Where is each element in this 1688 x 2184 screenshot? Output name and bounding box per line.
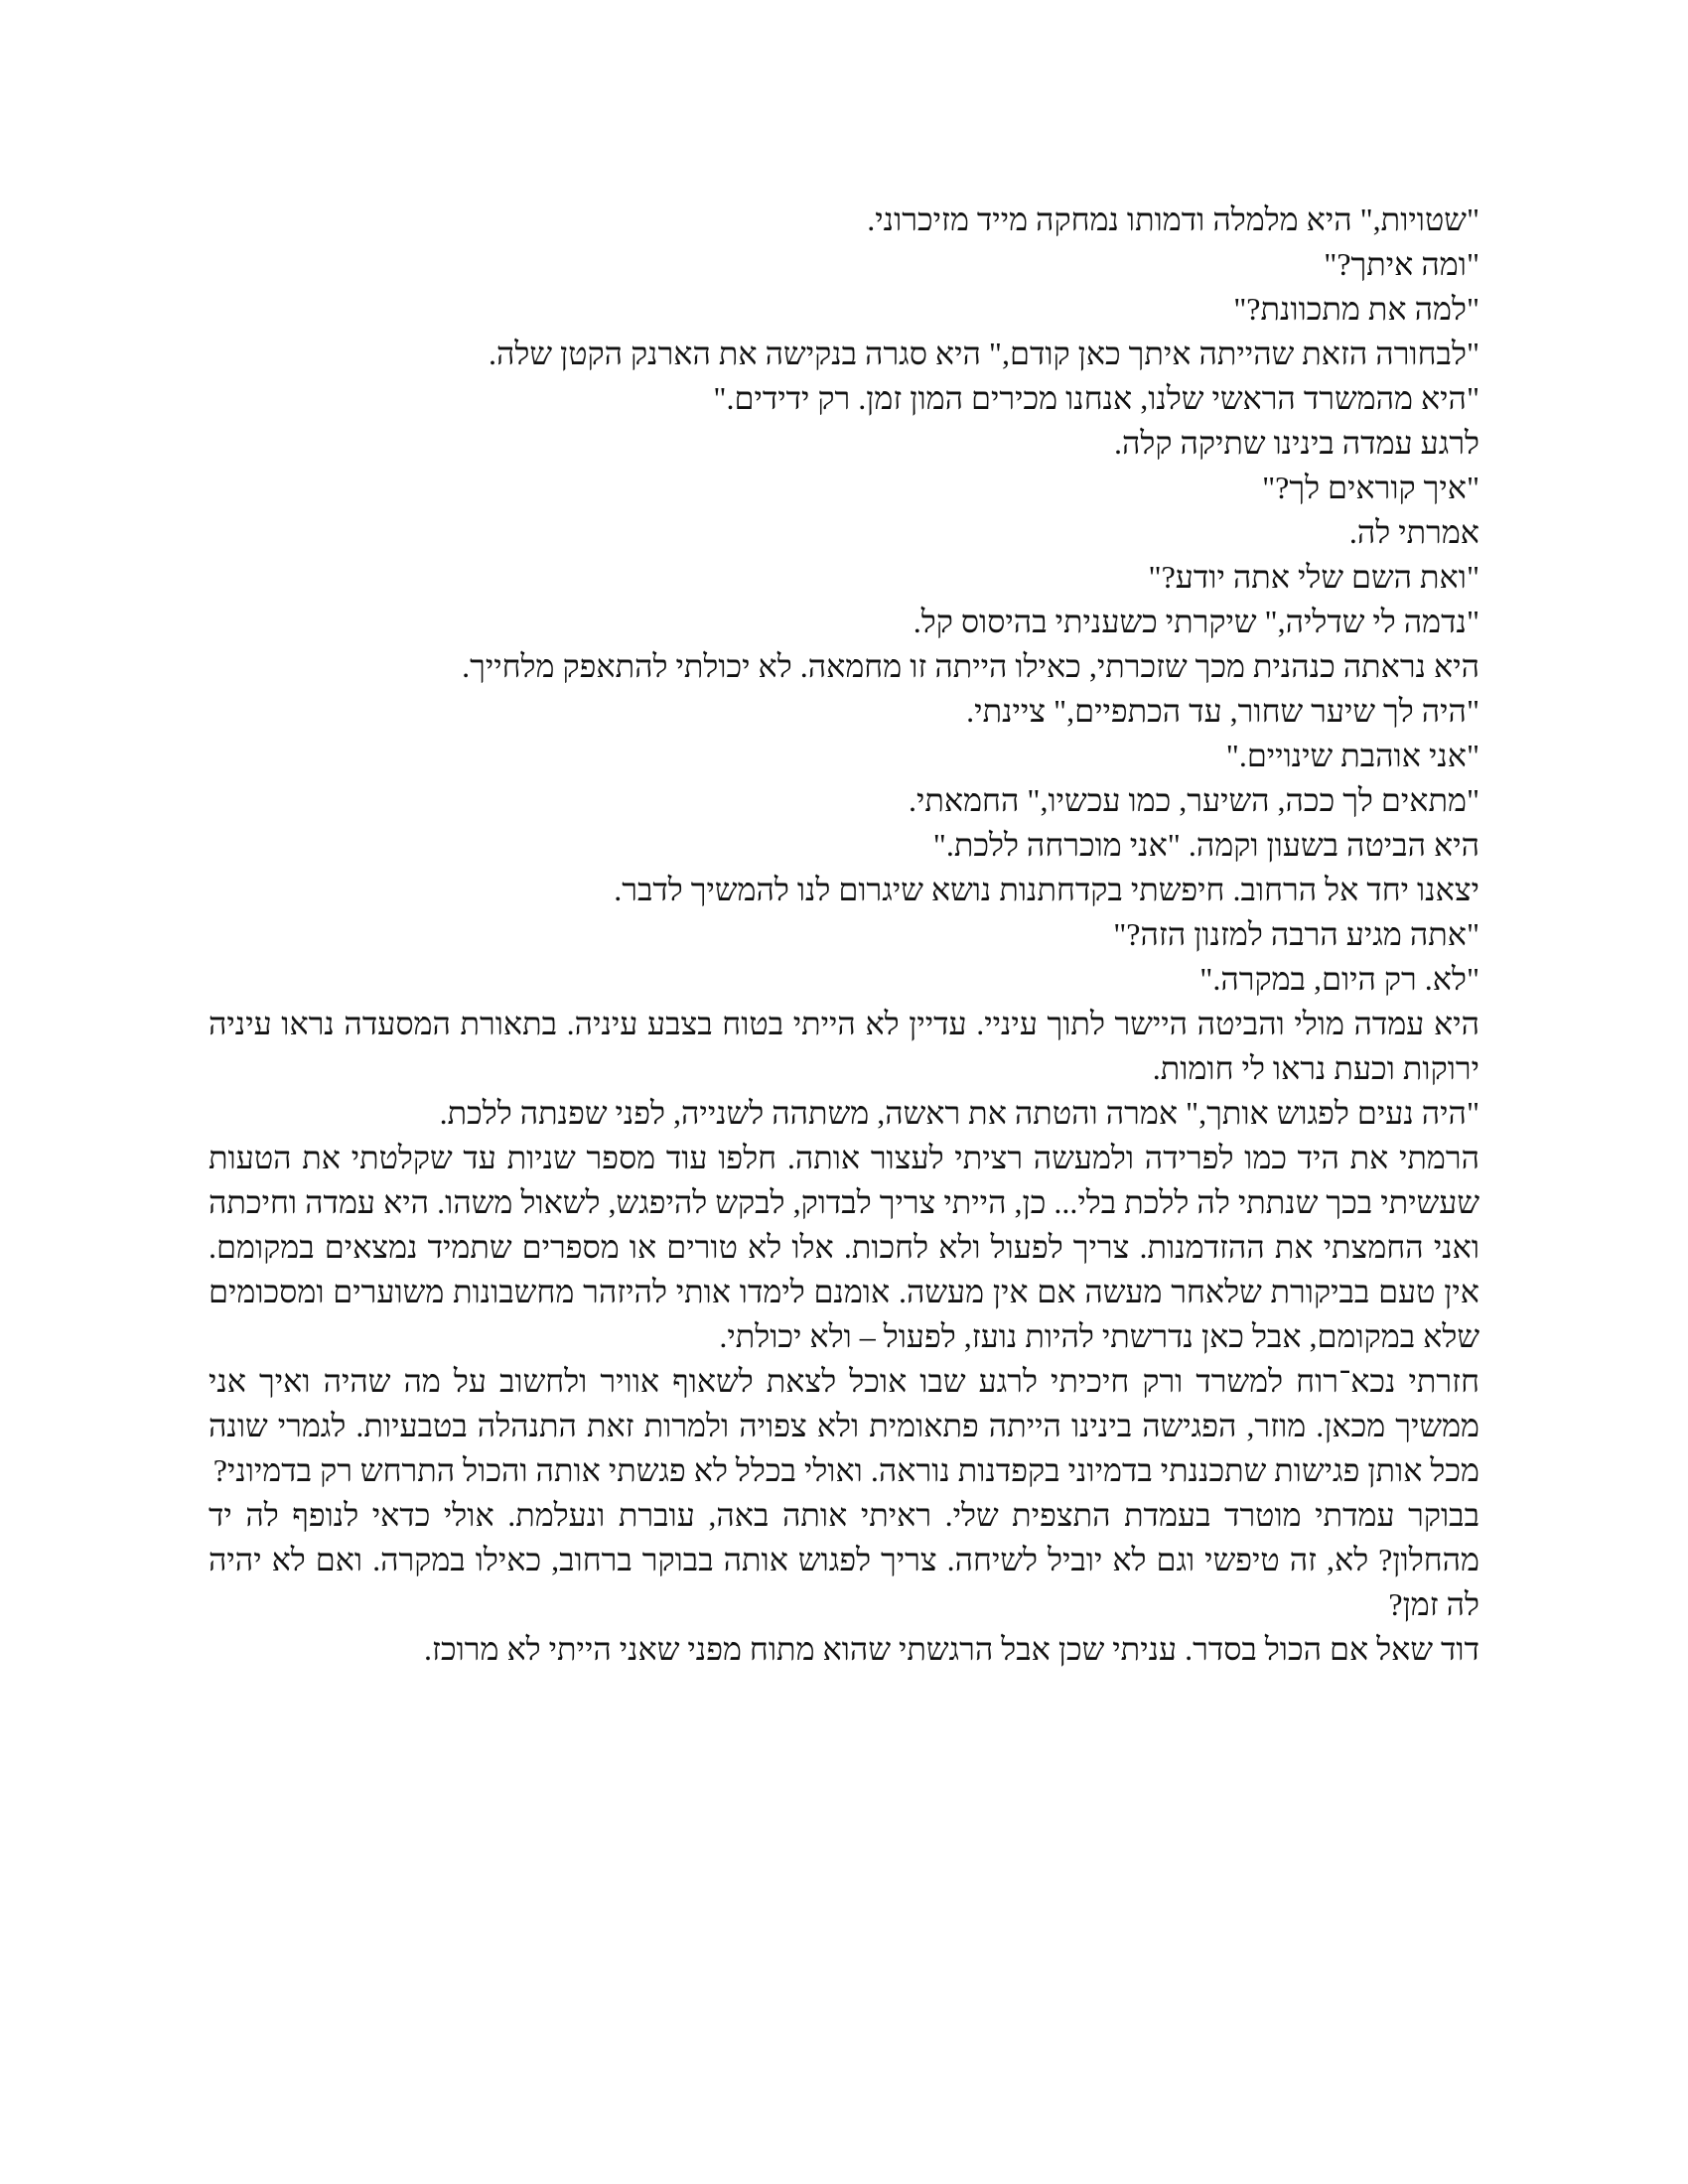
body-text xyxy=(209,198,1479,1672)
paragraph-19: היא עמדה מולי והביטה היישר לתוך עיניי. עדיין לא הייתי בטוח בצבע עיניה. בתאורת המסעדה נראו עיניה ירוקות וכעת נראו לי חומות. xyxy=(209,1006,1479,1086)
paragraph-18: "לא. רק היום, במקרה." xyxy=(1199,961,1479,997)
paragraph-21: הרמתי את היד כמו לפרידה ולמעשה רציתי לעצור אותה. חלפו עוד מספר שניות עד שקלטתי את הטעות שעשיתי בכך שנתתי לה ללכת בלי... כן, הייתי צריך לבדוק, לבקש להיפגש, לשאול משהו. היא עמדה וחיכתה ואני החמצתי את ההזדמנות. צריך לפעול ולא לחכות. אלו לא טורים או מספרים שתמיד נמצאים במקומם. אין טעם בביקורת שלאחר מעשה אם אין מעשה. אומנם לימדו אותי להיזהר מחשבונות משוערים ומסכומים שלא במקומם, אבל כאן נדרשתי להיות נועז, לפעול – ולא יכולתי. xyxy=(209,1140,1479,1354)
paragraph-17: "אתה מגיע הרבה למזנון הזה?" xyxy=(1113,916,1479,952)
paragraph-8: אמרתי לה. xyxy=(1348,514,1479,550)
paragraph-9: "ואת השם שלי אתה יודע?" xyxy=(1148,559,1479,595)
paragraph-24: דוד שאל אם הכול בסדר. עניתי שכן אבל הרגשתי שהוא מתוח מפני שאני הייתי לא מרוכז. xyxy=(424,1631,1479,1667)
paragraph-14: "מתאים לך ככה, השיער, כמו עכשיו," החמאתי. xyxy=(908,782,1479,818)
paragraph-5: "היא מהמשרד הראשי שלנו, אנחנו מכירים המון זמן. רק ידידים." xyxy=(713,380,1479,416)
paragraph-4: "לבחורה הזאת שהייתה איתך כאן קודם," היא סגרה בנקישה את הארנק הקטן שלה. xyxy=(489,336,1479,371)
paragraph-23: בבוקר עמדתי מוטרד בעמדת התצפית שלי. ראיתי אותה באה, עוברת ונעלמת. אולי כדאי לנופף לה יד מהחלון? לא, זה טיפשי וגם לא יוביל לשיחה. צריך לפגוש אותה בבוקר ברחוב, כאילו במקרה. ואם לא יהיה לה זמן? xyxy=(209,1497,1479,1622)
paragraph-1: "שטויות," היא מלמלה ודמותו נמחקה מייד מזיכרוני. xyxy=(867,202,1479,237)
paragraph-3: "למה את מתכוונת?" xyxy=(1233,291,1479,327)
paragraph-15: היא הביטה בשעון וקמה. "אני מוכרחה ללכת." xyxy=(932,827,1479,863)
paragraph-16: יצאנו יחד אל הרחוב. חיפשתי בקדחתנות נושא שיגרום לנו להמשיך לדבר. xyxy=(614,872,1479,907)
paragraph-12: "היה לך שיער שחור, עד הכתפיים," ציינתי. xyxy=(966,693,1479,729)
paragraph-22: חזרתי נכא־רוח למשרד ורק חיכיתי לרגע שבו אוכל לצאת לשאוף אוויר ולחשוב על מה שהיה ואיך אני ממשיך מכאן. מוזר, הפגישה בינינו הייתה פתאומית ולא צפויה ולמרות זאת התנהלה בטבעיות. לגמרי שונה מכל אותן פגישות שתכננתי בדמיוני בקפדנות נוראה. ואולי בכלל לא פגשתי אותה והכול התרחש רק בדמיוני? xyxy=(209,1363,1479,1488)
paragraph-10: "נדמה לי שדליה," שיקרתי כשעניתי בהיסוס קל. xyxy=(913,604,1479,639)
paragraph-11: היא נראתה כנהנית מכך שזכרתי, כאילו הייתה זו מחמאה. לא יכולתי להתאפק מלחייך. xyxy=(462,648,1479,684)
paragraph-7: "איך קוראים לך?" xyxy=(1262,470,1479,505)
paragraph-2: "ומה איתך?" xyxy=(1324,246,1479,282)
paragraph-6: לרגע עמדה בינינו שתיקה קלה. xyxy=(1113,425,1479,461)
paragraph-20: "היה נעים לפגוש אותך," אמרה והטתה את ראשה, משתהה לשנייה, לפני שפנתה ללכת. xyxy=(439,1095,1479,1131)
paragraph-13: "אני אוהבת שינויים." xyxy=(1225,738,1479,773)
